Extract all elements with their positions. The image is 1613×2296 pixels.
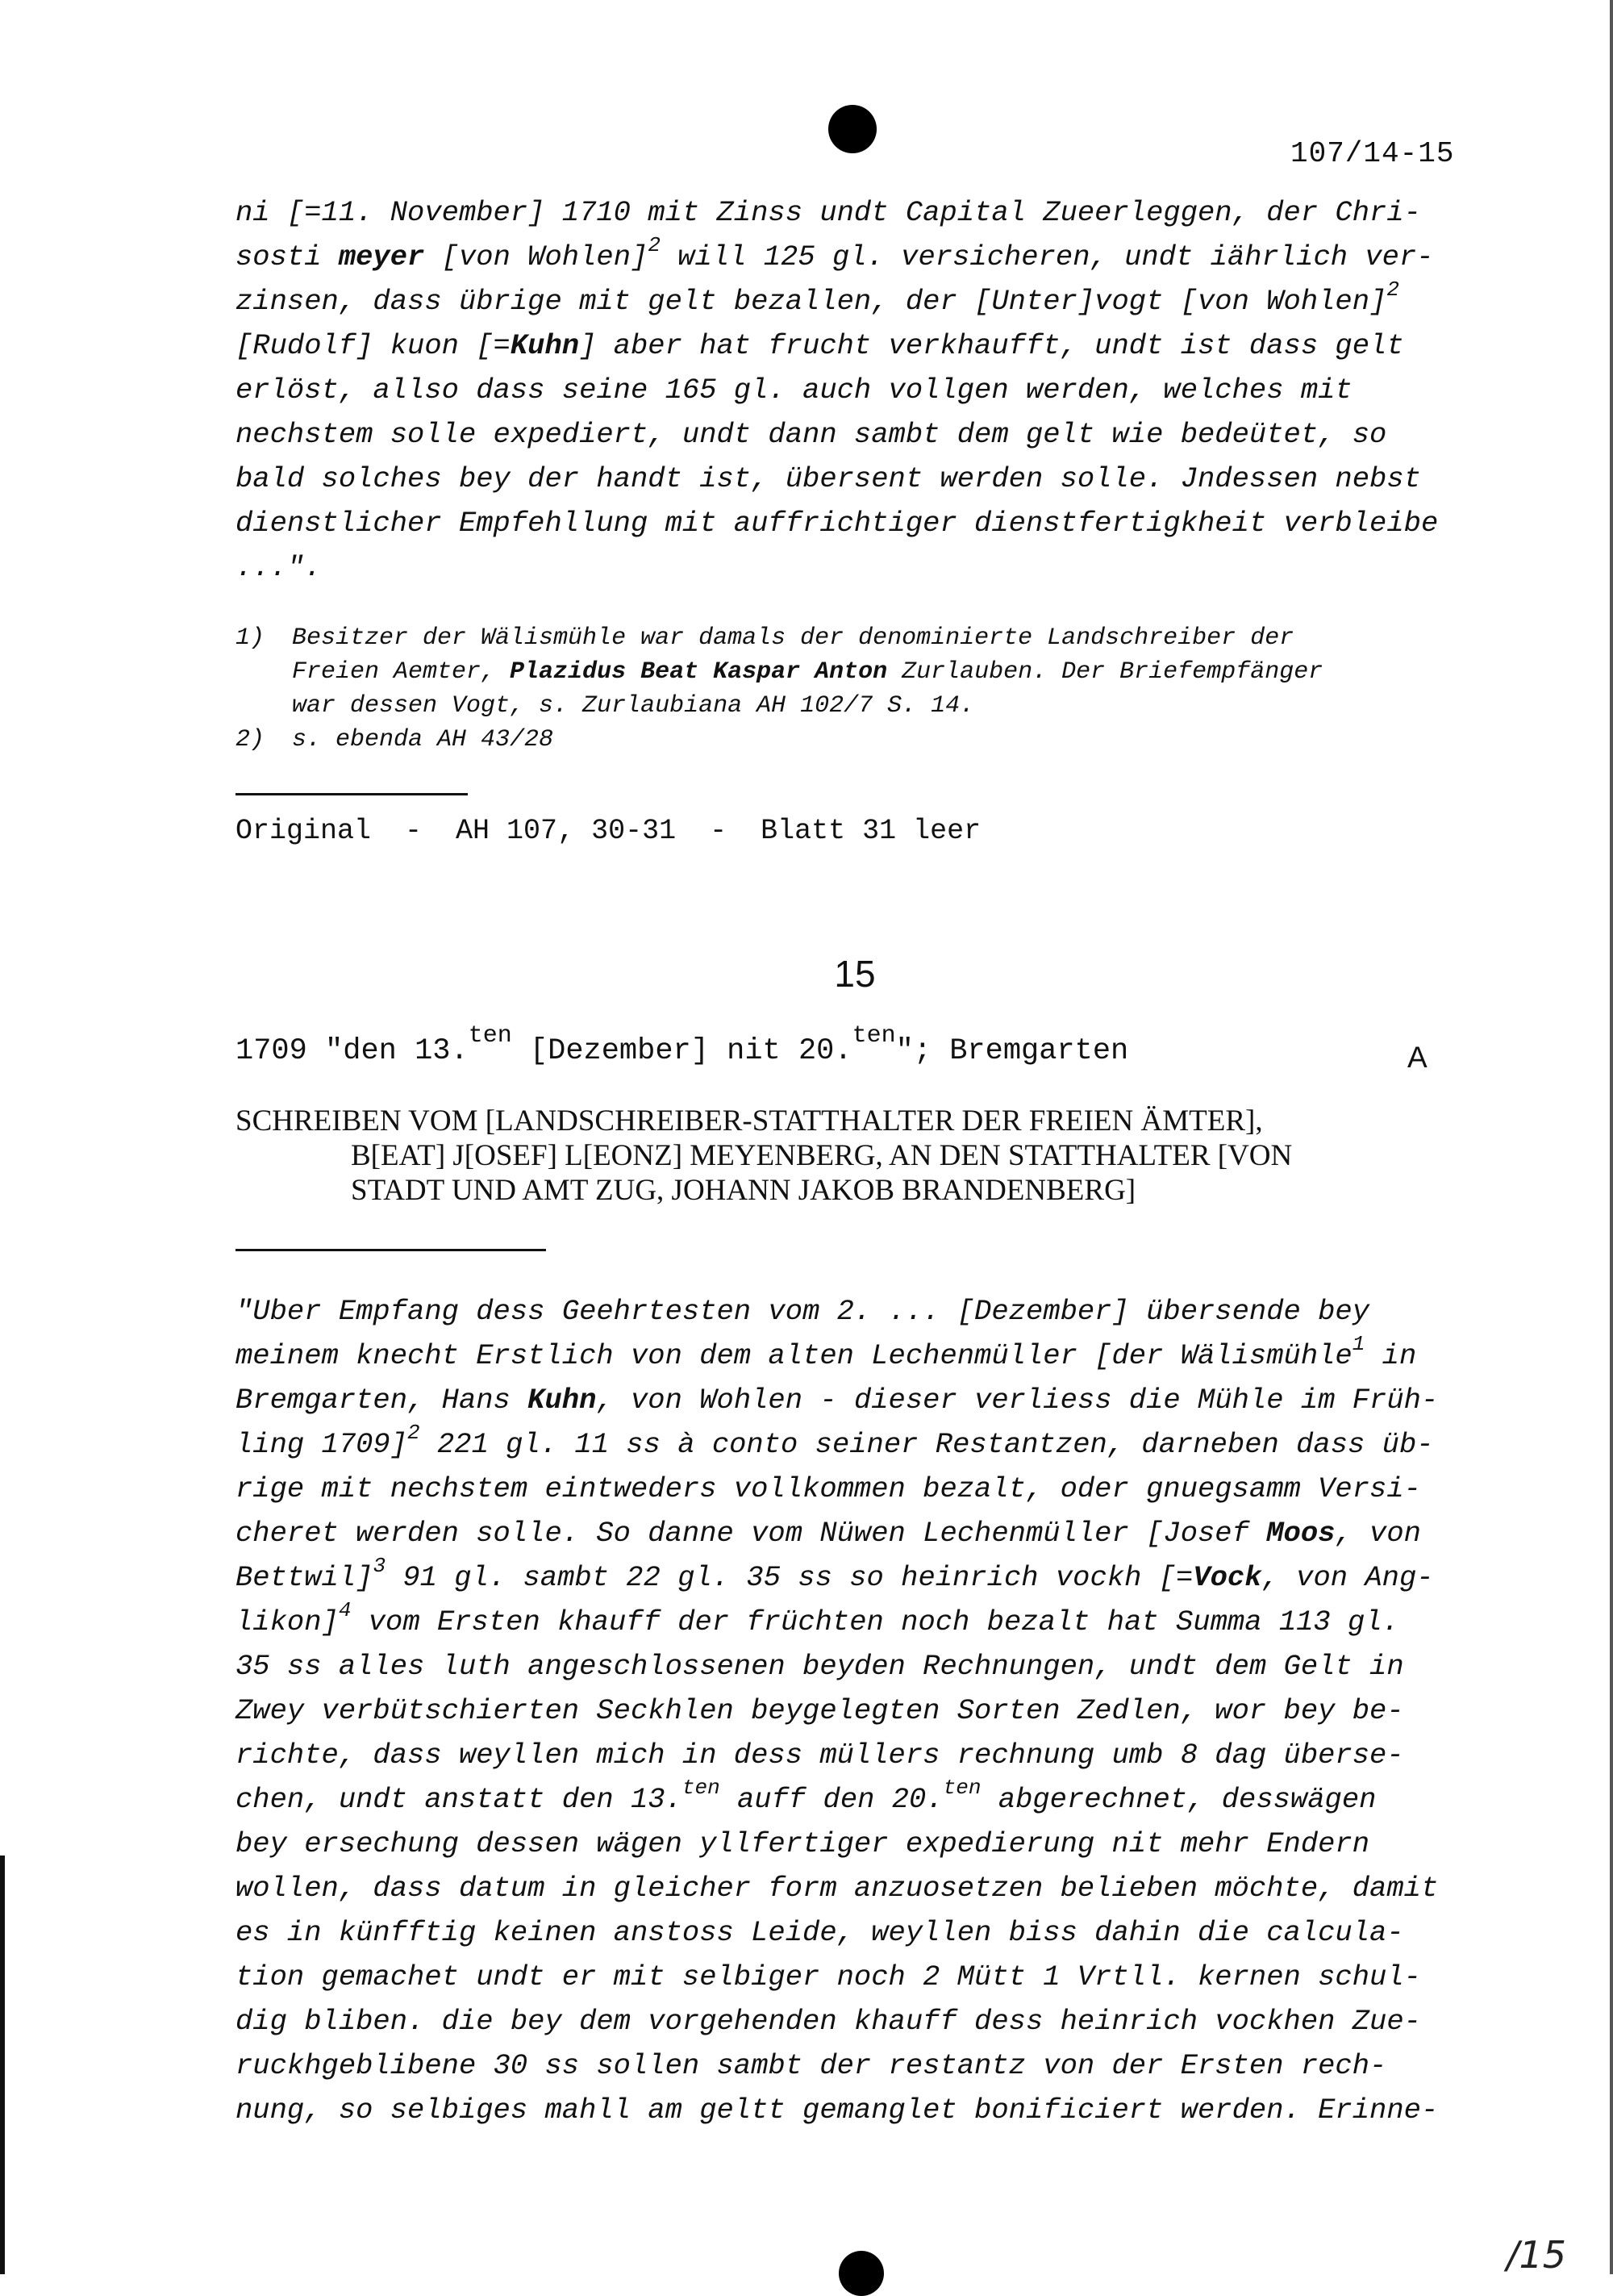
date-part-2: [Dezember] nit 20. [511,1034,852,1068]
text-line [235,412,1476,457]
text-line [235,324,1476,368]
scan-edge-shadow [0,1856,5,2274]
text-line [235,1289,1476,1334]
text-run: "Uber Empfang dess Geehrtesten vom 2. ... [Dezember] übersende bey [235,1295,1370,1328]
superscript: 3 [373,1554,386,1579]
superscript: 4 [338,1598,352,1623]
text-run: bey ersechung dessen wägen yllfertiger expedierung nit mehr Endern [235,1827,1370,1860]
superscript: 2 [407,1421,420,1446]
text-line [235,190,1476,235]
text-line [235,1689,1476,1733]
text-run: [Rudolf] kuon [= [235,329,511,362]
text-line [235,235,1476,279]
footnote-line [235,655,1476,689]
date-sup-1: ten [468,1021,512,1050]
date-place: "; Bremgarten [895,1034,1129,1068]
text-run: bald solches bey der handt ist, übersent werden solle. Jndessen nebst [235,462,1421,495]
text-run: ruckhgeblibene 30 ss sollen sambt der restantz von der Ersten rech- [235,2049,1387,2082]
bold-name: meyer [338,240,425,273]
date-line [235,1021,1129,1068]
text-run: dig bliben. die bey dem vorgehenden khauff dess heinrich vockhen Zue- [235,2005,1421,2038]
text-line [235,1422,1476,1467]
footnotes [235,621,1476,757]
text-run: abgerechnet, desswägen [981,1783,1377,1816]
punch-hole-top [828,105,877,153]
text-line [235,1555,1476,1600]
text-run: in [1365,1339,1417,1372]
text-line [235,1334,1476,1378]
heading-line-1: SCHREIBEN VOM [LANDSCHREIBER-STATTHALTER DER FREIEN ÄMTER], [235,1104,1263,1138]
bold-name: Plazidus Beat Kaspar Anton [510,658,888,686]
document-heading [235,1104,1494,1208]
text-line [235,1644,1476,1689]
text-line [235,1733,1476,1777]
text-run: ] aber hat frucht verkhaufft, undt ist dass gelt [579,329,1404,362]
heading-rule [235,1249,546,1251]
text-run: richte, dass weyllen mich in dess müllers rechnung umb 8 dag überse- [235,1739,1404,1772]
text-run: , von [1335,1517,1421,1550]
text-line [235,2088,1476,2132]
date-sup-2: ten [852,1021,896,1050]
text-line [235,1999,1476,2043]
text-run: rige mit nechstem eintweders vollkommen bezalt, oder gnuegsamm Versi- [235,1472,1421,1505]
document-type-letter: A [1407,1041,1428,1074]
bold-name: Kuhn [510,329,580,362]
continued-letter-text [235,190,1476,590]
date-part-1: "den 13. [325,1034,469,1068]
date-year: 1709 [235,1034,307,1068]
text-run: ling 1709] [235,1428,408,1461]
text-run: [von Wohlen] [424,240,648,273]
superscript: 2 [1386,278,1399,303]
text-line [235,545,1476,590]
superscript: 2 [648,233,661,258]
text-line [235,1866,1476,1910]
text-line [235,457,1476,501]
text-run: Freien Aemter, [292,658,511,686]
text-run: meinem knecht Erstlich von dem alten Lechenmüller [der Wälismühle [235,1339,1353,1372]
text-run: , von Wohlen - dieser verliess die Mühle im Früh- [596,1384,1439,1417]
text-run: Zwey verbütschierten Seckhlen beygelegten Sorten Zedlen, wor bey be- [235,1694,1404,1727]
document-number: 15 [834,953,876,995]
footnote-number: 2) [235,726,265,754]
heading-line-3: STADT UND AMT ZUG, JOHANN JAKOB BRANDENBERG] [351,1174,1136,1207]
text-line [235,1910,1476,1955]
text-run: Besitzer der Wälismühle war damals der denominierte Landschreiber der [292,624,1294,652]
text-run: nung, so selbiges mahll am geltt gemanglet bonificiert werden. Erinne- [235,2094,1439,2127]
footnote-number: 1) [235,624,265,652]
footnote-rule [235,793,468,795]
text-run: dienstlicher Empfehllung mit auffrichtiger dienstfertigkheit verbleibe [235,507,1439,540]
text-run: 35 ss alles luth angeschlossenen beyden Rechnungen, undt dem Gelt in [235,1650,1404,1683]
superscript: ten [943,1776,982,1801]
punch-hole-bottom [839,2251,884,2296]
text-run: 91 gl. sambt 22 gl. 35 ss so heinrich vockh [= [386,1561,1194,1594]
footnote-line [235,689,1476,723]
text-line [235,1378,1476,1422]
letter-text [235,1289,1476,2132]
text-line [235,1511,1476,1555]
text-line [235,501,1476,545]
text-run: erlöst, allso dass seine 165 gl. auch vollgen werden, welches mit [235,374,1353,407]
text-run: vom Ersten khauff der früchten noch bezalt hat Summa 113 gl. [351,1605,1399,1639]
text-run: cheret werden solle. So danne vom Nüwen Lechenmüller [Josef [235,1517,1267,1550]
heading-line-2: B[EAT] J[OSEF] L[EONZ] MEYENBERG, AN DEN STATTHALTER [VON [351,1139,1293,1172]
bold-name: Moos [1266,1517,1336,1550]
superscript: ten [681,1776,720,1801]
handwritten-folio-mark: /15 [1507,2233,1567,2277]
text-run: auff den 20. [719,1783,944,1816]
text-run: Bremgarten, Hans [235,1384,528,1417]
text-line [235,1777,1476,1822]
text-run: wollen, dass datum in gleicher form anzuosetzen belieben möchte, damit [235,1872,1439,1905]
text-line [235,1467,1476,1511]
footnote-line [235,723,1476,757]
text-run: 221 gl. 11 ss à conto seiner Restantzen, darneben dass üb- [419,1428,1434,1461]
text-run: war dessen Vogt, s. Zurlaubiana AH 102/7 S. 14. [292,692,975,720]
bold-name: Kuhn [527,1384,597,1417]
text-line [235,2043,1476,2088]
text-run: Bettwil] [235,1561,373,1594]
text-run: s. ebenda AH 43/28 [292,726,554,754]
text-line [235,1955,1476,1999]
text-run: chen, undt anstatt den 13. [235,1783,682,1816]
page-number: 107/14-15 [1290,137,1455,170]
text-run: sosti [235,240,339,273]
text-line [235,1600,1476,1644]
text-line [235,279,1476,324]
original-reference: Original - AH 107, 30-31 - Blatt 31 leer [235,815,982,847]
text-run: Zurlauben. Der Briefempfänger [887,658,1323,686]
text-run: , von Ang- [1261,1561,1434,1594]
footnote-line [235,621,1476,655]
text-run: tion gemachet undt er mit selbiger noch 2 Mütt 1 Vrtll. kernen schul- [235,1960,1421,1993]
text-run: es in künfftig keinen anstoss Leide, weyllen biss dahin die calcula- [235,1916,1404,1949]
text-run: ni [=11. November] 1710 mit Zinss undt Capital Zueerleggen, der Chri- [235,196,1421,229]
bold-name: Vock [1193,1561,1262,1594]
text-run: likon] [235,1605,339,1639]
superscript: 1 [1352,1332,1365,1357]
text-run: will 125 gl. versicheren, undt iährlich ver- [660,240,1434,273]
text-run: zinsen, dass übrige mit gelt bezallen, der [Unter]vogt [von Wohlen] [235,285,1387,318]
text-line [235,368,1476,412]
text-run: nechstem solle expediert, undt dann sambt dem gelt wie bedeütet, so [235,418,1387,451]
text-run: ...". [235,551,322,584]
scan-edge-line [1610,0,1613,2274]
text-line [235,1822,1476,1866]
